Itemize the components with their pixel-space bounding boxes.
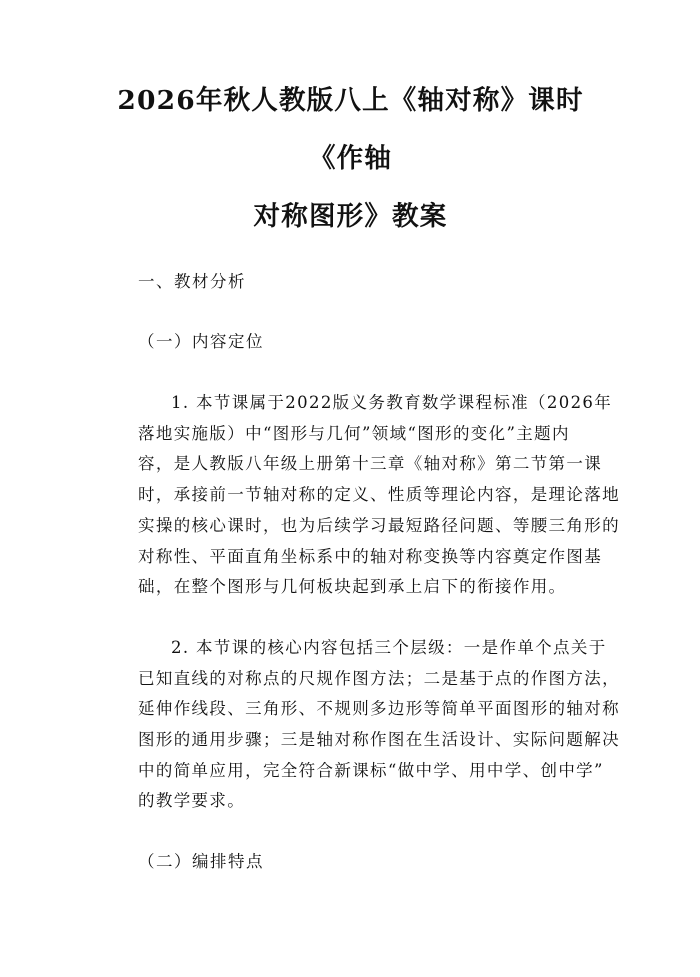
paragraph-line: 已知直线的对称点的尺规作图方法；二是基于点的作图方法， xyxy=(138,668,620,688)
paragraph-1 xyxy=(105,388,620,603)
paragraph-line: 落地实施版）中“图形与几何”领域“图形的变化”主题内 xyxy=(138,423,570,443)
document-page xyxy=(0,72,700,977)
paragraph-line: 容，是人教版八年级上册第十三章《轴对称》第二节第一课 xyxy=(138,454,603,474)
paragraph-line: 对称性、平面直角坐标系中的轴对称变换等内容奠定作图基 xyxy=(138,546,603,566)
paragraph-line: 实操的核心课时，也为后续学习最短路径问题、等腰三角形的 xyxy=(138,515,620,535)
paragraph-line: 2. 本节课的核心内容包括三个层级：一是作单个点关于 xyxy=(171,637,607,657)
paragraph-line: 时，承接前一节轴对称的定义、性质等理论内容，是理论落地 xyxy=(138,485,620,505)
paragraph-line: 延伸作线段、三角形、不规则多边形等简单平面图形的轴对称 xyxy=(138,699,620,719)
paragraph-line: 的教学要求。 xyxy=(138,791,246,811)
subsection-heading-content-positioning: （一）内容定位 xyxy=(138,332,264,351)
paragraph-line: 1. 本节课属于2022版义务教育数学课程标准（2026年 xyxy=(171,393,613,412)
paragraph-line: 础，在整个图形与几何板块起到承上启下的衔接作用。 xyxy=(138,577,567,597)
subsection-heading-arrangement-features: （二）编排特点 xyxy=(138,852,264,872)
section-heading-material-analysis: 一、教材分析 xyxy=(138,272,246,291)
paragraph-2 xyxy=(105,633,620,817)
title-line-2: 对称图形》教案 xyxy=(253,201,448,232)
document-title xyxy=(105,72,596,246)
paragraph-line: 中的简单应用，完全符合新课标“做中学、用中学、创中学” xyxy=(138,760,604,780)
paragraph-line: 图形的通用步骤；三是轴对称作图在生活设计、实际问题解决 xyxy=(138,730,620,750)
title-line-1: 2026年秋人教版八上《轴对称》课时《作轴 xyxy=(117,85,584,174)
